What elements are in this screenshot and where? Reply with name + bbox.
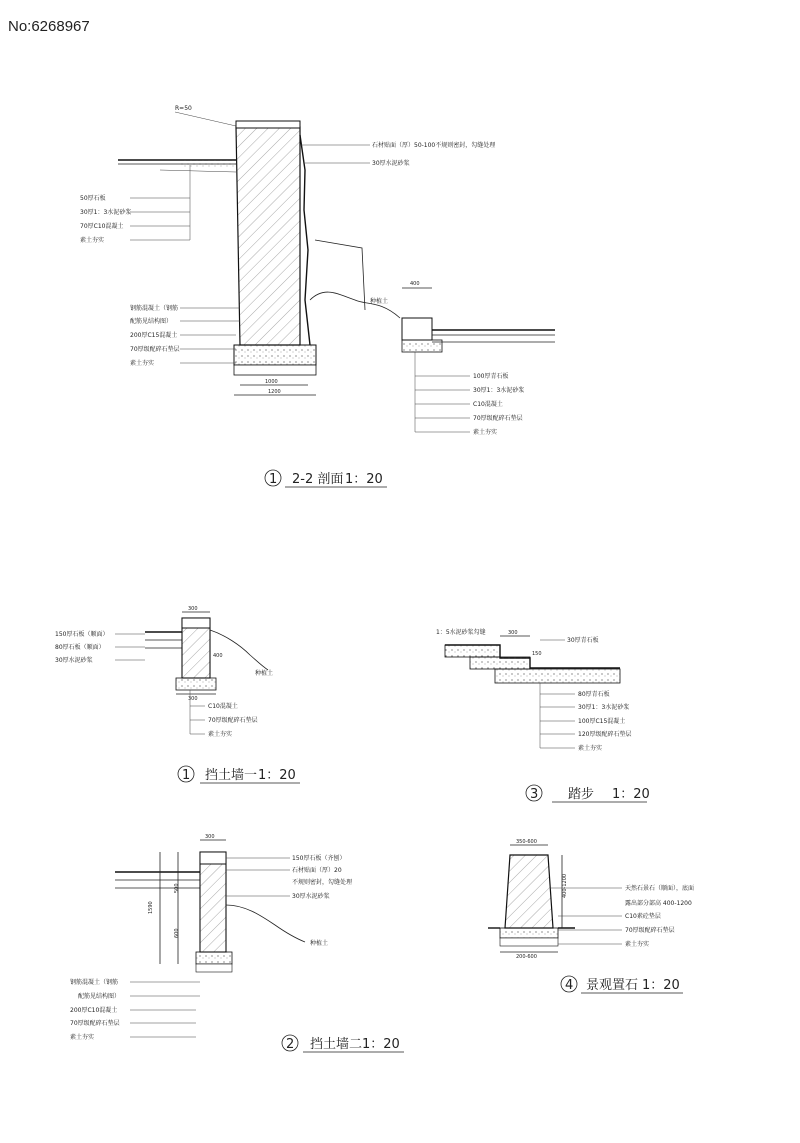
right-paving-block (402, 318, 432, 340)
w2-title: 挡土墙二 (310, 1037, 363, 1052)
ls-title: 景观置石 (586, 978, 639, 993)
section-number-s1: 1 (269, 472, 278, 487)
st-dim-1: 150 (532, 651, 542, 657)
fill-label-s1: 种植土 (370, 298, 389, 305)
retaining-wall-body (236, 127, 300, 345)
soil-mound (310, 292, 400, 318)
st-b-0: 80厚青石板 (578, 691, 610, 698)
dim-1000: 1000 (265, 379, 278, 385)
ls-num: 4 (565, 978, 574, 993)
label-s1-lt-0: 50厚石板 (80, 195, 106, 202)
ls-right-4: 素土夯实 (625, 941, 650, 948)
section-scale-s1: 1：20 (345, 472, 383, 487)
w1-scale: 1：20 (258, 768, 296, 783)
section-title-s1: 2-2 剖面 (292, 472, 344, 487)
st-num: 3 (530, 787, 539, 802)
label-s1-rb-2: C10混凝土 (473, 401, 503, 408)
watermark-id: No:6268967 (8, 18, 90, 35)
st-b-4: 素土夯实 (578, 745, 603, 752)
w2-left-2: 200厚C10混凝土 (70, 1007, 118, 1014)
st-title: 踏步 (568, 787, 595, 802)
landscape-stone-drawing (488, 839, 694, 993)
w2-left-1: 配筋见结构图） (78, 993, 121, 1000)
label-s1-lb-1: 配筋见结构图） (130, 318, 173, 325)
label-s1-lb-2: 200厚C15混凝土 (130, 332, 178, 339)
w2-fill-label: 种植土 (310, 940, 329, 947)
w2-dim-3: 500 (174, 883, 180, 893)
w2-dim-1: 1590 (148, 901, 154, 914)
st-dim-0: 300 (508, 630, 518, 636)
w1-dim-0: 300 (188, 606, 198, 612)
steps-drawing (436, 628, 650, 802)
w1-bottom-2: 素土夯实 (208, 731, 233, 738)
label-s1-rb-3: 70厚级配碎石垫层 (473, 415, 523, 422)
w1-fill-label: 种植土 (255, 670, 274, 677)
st-b-2: 100厚C15混凝土 (578, 718, 626, 725)
ls-dim-2: 200-600 (516, 954, 537, 960)
label-s1-lb-0: 钢筋混凝土（钢筋 (130, 305, 179, 312)
ls-dim-1: 400-1200 (562, 873, 568, 898)
label-mortar: 30厚水泥砂浆 (372, 160, 410, 167)
w2-dim-2: 600 (174, 928, 180, 938)
label-s1-rb-1: 30厚1：3水泥砂浆 (473, 387, 525, 394)
label-s1-lt-3: 素土夯实 (80, 237, 105, 244)
st-b-3: 120厚级配碎石垫层 (578, 731, 632, 738)
label-s1-lb-4: 素土夯实 (130, 360, 155, 367)
dim-1200: 1200 (268, 389, 281, 395)
ls-right-1: 露出部分部高 400-1200 (625, 900, 692, 907)
w2-left-4: 素土夯实 (70, 1034, 95, 1041)
w2-right-2: 不规则密封，勾缝处理 (292, 879, 353, 886)
w1-left-0: 150厚石板（顺面） (55, 631, 109, 638)
section-2-2-drawing (80, 105, 555, 487)
boulder-body (505, 855, 553, 928)
dim-400: 400 (410, 281, 420, 287)
w1-num: 1 (182, 768, 191, 783)
label-s1-lt-1: 30厚1：3水泥砂浆 (80, 209, 132, 216)
w1-dim-1: 400 (213, 653, 223, 659)
w2-right-3: 30厚水泥砂浆 (292, 893, 330, 900)
w1-bottom-0: C10混凝土 (208, 703, 238, 710)
w1-bottom-1: 70厚级配碎石垫层 (208, 717, 258, 724)
label-stone-facing: 石材贴面（厚）50-100不规则密封，勾缝处理 (372, 142, 496, 149)
w1-title: 挡土墙一 (205, 768, 258, 783)
w2-dim-0: 300 (205, 834, 215, 840)
ls-right-2: C10素砼垫层 (625, 913, 661, 920)
w2-scale: 1：20 (362, 1037, 400, 1052)
ls-dim-0: 350-600 (516, 839, 537, 845)
w2-num: 2 (286, 1037, 295, 1052)
label-s1-lt-2: 70厚C10混凝土 (80, 223, 124, 230)
ls-right-0: 天然石景石（顺面），底面 (625, 885, 695, 892)
w1-left-1: 80厚石板（顺面） (55, 644, 105, 651)
retaining-wall-2-drawing (70, 834, 404, 1052)
st-b-1: 30厚1：3水泥砂浆 (578, 704, 630, 711)
st-scale: 1：20 (612, 787, 650, 802)
label-s1-lb-3: 70厚级配碎石垫层 (130, 346, 180, 353)
w1-left-2: 30厚水泥砂浆 (55, 657, 93, 664)
st-top-left: 1：5水泥砂浆勾缝 (436, 629, 486, 636)
ls-scale: 1：20 (642, 978, 680, 993)
retaining-wall-1-drawing (55, 606, 300, 783)
w1-dim-2: 300 (188, 696, 198, 702)
footing (234, 345, 316, 365)
w2-right-1: 石材贴面（厚）20 (292, 867, 342, 874)
label-s1-rb-0: 100厚青石板 (473, 373, 509, 380)
w2-left-0: 钢筋混凝土（钢筋 (70, 979, 119, 986)
label-s1-rb-4: 素土夯实 (473, 429, 498, 436)
w2-left-3: 70厚级配碎石垫层 (70, 1020, 120, 1027)
st-top-right: 30厚青石板 (567, 637, 599, 644)
ls-right-3: 70厚级配碎石垫层 (625, 927, 675, 934)
radius-label: R=50 (175, 105, 192, 112)
w2-right-0: 150厚石板（齐刨） (292, 855, 346, 862)
